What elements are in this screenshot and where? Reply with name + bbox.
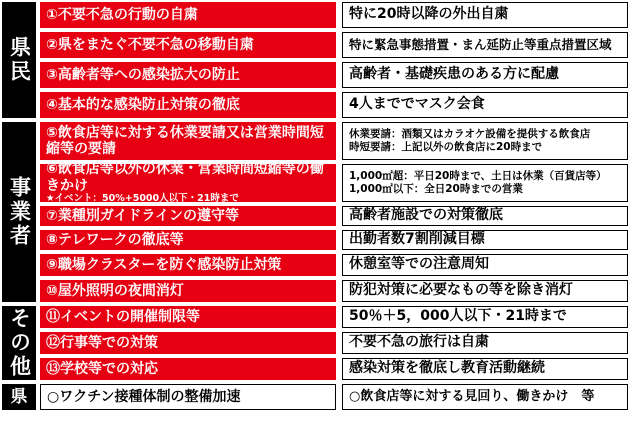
measure-detail-text: 高齢者・基礎疾患のある方に配慮: [349, 66, 559, 83]
measure-title: [40, 122, 336, 160]
measure-title: [40, 206, 336, 226]
measure-title-text: ⑧テレワークの徹底等: [46, 231, 184, 248]
group-businesses: [2, 122, 36, 302]
measure-title-text: ⑫行事等での対策: [46, 334, 158, 351]
measure-title-text: ⑨職場クラスターを防ぐ感染防止対策: [46, 256, 282, 273]
measure-row-4: [40, 92, 628, 118]
group-prefecture: [2, 384, 36, 410]
measure-title: [40, 332, 336, 354]
measure-detail: [342, 32, 628, 58]
measure-row-6: [40, 161, 628, 204]
measure-title: [40, 230, 336, 250]
measure-row-9: [40, 254, 628, 276]
measure-detail: [342, 230, 628, 250]
measure-title-text: ③高齢者等への感染拡大の防止: [46, 66, 240, 83]
measure-title: [40, 280, 336, 302]
vaccination-measure: [40, 384, 336, 410]
measure-detail: [342, 164, 628, 202]
measure-title: [40, 161, 336, 204]
measure-row-1: [40, 2, 628, 28]
measure-detail: [342, 358, 628, 380]
measure-title: [40, 358, 336, 380]
prefecture-measures-row: [40, 384, 628, 410]
group-label: 事業者: [7, 176, 32, 248]
measure-title-text: ⑪イベントの開催制限等: [46, 308, 200, 325]
event-note: ★イベント：50%+5000人以下・21時まで: [46, 192, 239, 204]
measure-row-13: [40, 358, 628, 380]
measure-detail-text: 50％＋5，000人以下・21時まで: [349, 308, 567, 325]
measure-detail-line: 時短要請：上記以外の飲食店に20時まで: [349, 141, 543, 153]
measure-title: [40, 254, 336, 276]
measure-title: [40, 2, 336, 28]
measure-title-text: ④基本的な感染防止対策の徹底: [46, 96, 240, 113]
measure-detail-line: 1,000㎡超：平日20時まで、土日は休業（百貨店等）: [349, 169, 607, 182]
measure-detail-text: 感染対策を徹底し教育活動継続: [349, 360, 545, 377]
measure-detail: [342, 206, 628, 226]
measure-row-2: [40, 32, 628, 58]
measure-row-5: [40, 122, 628, 160]
measure-title-text: ⑤飲食店等に対する休業要請又は営業時間短縮等の要請: [46, 124, 324, 157]
measure-detail-text: 不要不急の旅行は自粛: [349, 334, 489, 351]
measure-row-10: [40, 280, 628, 302]
measure-title-text: ⑦業種別ガイドラインの遵守等: [46, 207, 240, 224]
group-label: 県: [10, 386, 28, 407]
patrol-measure-text: ○飲食店等に対する見回り、働きかけ 等: [349, 388, 595, 404]
measure-detail: [342, 62, 628, 88]
measure-detail: [342, 92, 628, 118]
measure-detail-text: 4人まででマスク会食: [349, 96, 485, 113]
measure-row-3: [40, 62, 628, 88]
measure-row-8: [40, 230, 628, 250]
measure-detail-line: 休業要請：酒類又はカラオケ設備を提供する飲食店: [349, 127, 591, 140]
measure-title: [40, 92, 336, 118]
measure-detail: [342, 306, 628, 328]
measure-detail-text: 防犯対策に必要なもの等を除き消灯: [349, 282, 573, 299]
patrol-measure: [342, 384, 628, 410]
measure-detail: [342, 122, 628, 160]
vaccination-measure-text: ○ワクチン接種体制の整備加速: [47, 388, 241, 405]
measure-detail: [342, 254, 628, 276]
measure-title-text: ②県をまたぐ不要不急の移動自粛: [46, 36, 254, 53]
measure-detail-text: 特に20時以降の外出自粛: [349, 6, 509, 23]
measure-detail-text: 休憩室等での注意周知: [349, 256, 489, 273]
group-label: 県民: [7, 36, 32, 84]
measure-title-text: ①不要不急の行動の自粛: [46, 6, 198, 23]
measure-title: [40, 306, 336, 328]
measure-title-text: ⑩屋外照明の夜間消灯: [46, 282, 184, 299]
group-prefecture-residents: [2, 2, 36, 118]
measure-title-text: ⑥飲食店等以外の休業・営業時間短縮等の働きかけ: [46, 161, 324, 194]
measure-detail-line: 1,000㎡以下：全日20時までの営業: [349, 183, 523, 195]
measure-detail-text: 高齢者施設での対策徹底: [349, 207, 503, 224]
measure-detail: [342, 332, 628, 354]
measure-title-text: ⑬学校等での対応: [46, 360, 158, 377]
group-others: [2, 306, 36, 380]
measure-row-7: [40, 206, 628, 226]
group-label: その他: [7, 307, 32, 379]
measure-detail-text: 出勤者数7割削減目標: [349, 231, 485, 248]
measure-row-11: [40, 306, 628, 328]
measure-title: [40, 62, 336, 88]
measure-detail: [342, 280, 628, 302]
measure-detail-text: 特に緊急事態措置・まん延防止等重点措置区域: [349, 37, 612, 53]
measure-detail: [342, 2, 628, 28]
measure-row-12: [40, 332, 628, 354]
measure-title: [40, 32, 336, 58]
